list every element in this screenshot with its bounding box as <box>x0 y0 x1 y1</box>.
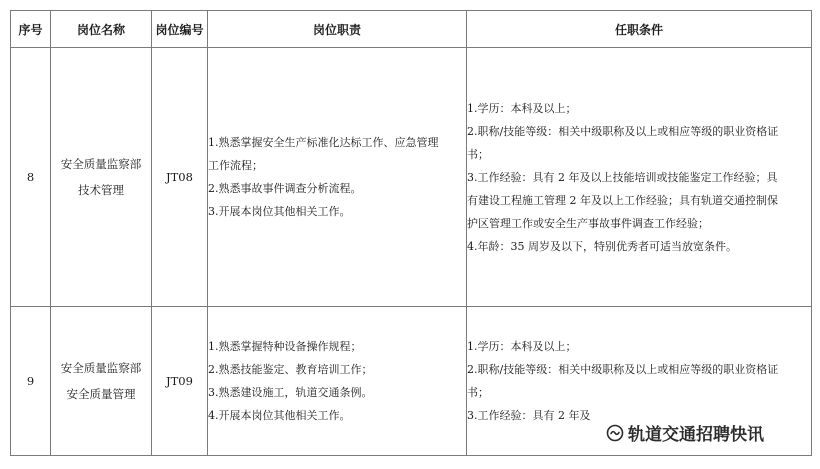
watermark-text: 轨道交通招聘快讯 <box>628 425 764 445</box>
cell-duties <box>208 48 467 307</box>
cell-duties <box>208 307 467 456</box>
requirement-line: 3.工作经验：具有 2 年及 <box>467 409 591 422</box>
duty-line: 2.熟悉技能鉴定、教育培训工作； <box>208 363 373 376</box>
cell-seq: 9 <box>11 307 51 456</box>
cell-position-name <box>51 307 152 456</box>
table-row <box>11 48 812 307</box>
requirement-line: 1.学历：本科及以上； <box>467 101 577 115</box>
requirement-line: 书； <box>467 386 489 399</box>
header-seq: 序号 <box>11 11 51 48</box>
channel-watermark <box>604 420 766 445</box>
header-position-name: 岗位名称 <box>51 11 152 48</box>
duty-line: 1.熟悉掌握特种设备操作规程； <box>208 340 362 353</box>
requirement-line: 4.年龄：35 周岁及以下，特别优秀者可适当放宽条件。 <box>467 239 737 253</box>
cell-seq: 8 <box>11 48 51 307</box>
header-position-code: 岗位编号 <box>152 11 208 48</box>
cell-requirements <box>467 48 812 307</box>
requirement-line: 1.学历：本科及以上； <box>467 340 577 353</box>
requirement-line: 3.工作经验：具有 2 年及以上技能培训或技能鉴定工作经验；具 <box>467 170 778 184</box>
table-header-row <box>11 11 812 48</box>
duty-line: 工作流程； <box>208 159 263 172</box>
position-name-line: 安全质量管理 <box>66 387 136 401</box>
requirement-line: 有建设工程施工管理 2 年及以上工作经验；具有轨道交通控制保 <box>467 193 778 207</box>
header-duties: 岗位职责 <box>208 11 467 48</box>
requirement-line: 护区管理工作或安全生产事故事件调查工作经验； <box>467 216 709 230</box>
requirement-line: 2.职称/技能等级：相关中级职称及以上或相应等级的职业资格证 <box>467 363 779 376</box>
requirement-line: 书； <box>467 147 489 161</box>
wechat-channel-icon <box>606 424 624 442</box>
cell-position-code: JT08 <box>152 48 208 307</box>
header-requirements: 任职条件 <box>467 11 812 48</box>
requirement-line: 2.职称/技能等级：相关中级职称及以上或相应等级的职业资格证 <box>467 124 779 138</box>
cell-position-code: JT09 <box>152 307 208 456</box>
position-name-line: 安全质量监察部 <box>60 157 142 171</box>
duty-line: 3.开展本岗位其他相关工作。 <box>208 205 351 218</box>
job-requirements-table <box>10 10 812 456</box>
position-name-line: 技术管理 <box>78 183 124 197</box>
duty-line: 3.熟悉建设施工，轨道交通条例。 <box>208 386 373 399</box>
duty-line: 4.开展本岗位其他相关工作。 <box>208 409 351 422</box>
duty-line: 1.熟悉掌握安全生产标准化达标工作、应急管理 <box>208 136 439 149</box>
cell-position-name <box>51 48 152 307</box>
duty-line: 2.熟悉事故事件调查分析流程。 <box>208 182 362 195</box>
position-name-line: 安全质量监察部 <box>60 361 142 375</box>
